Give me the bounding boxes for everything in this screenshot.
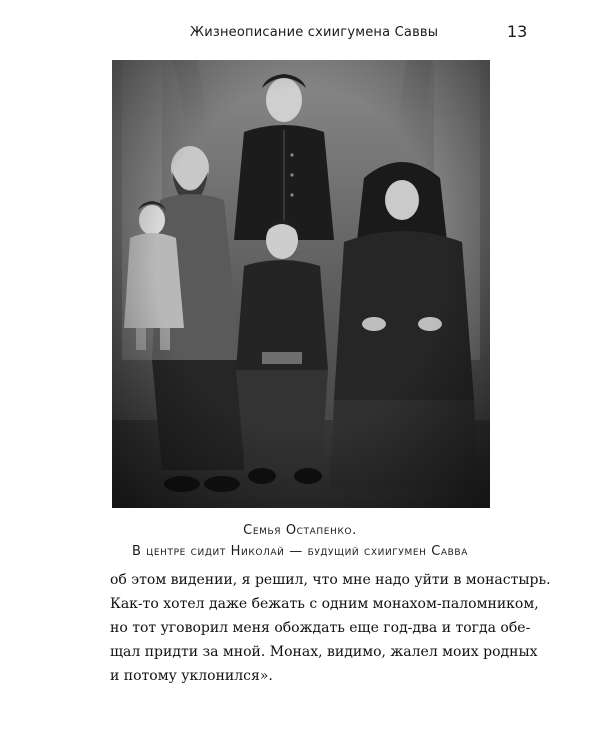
running-title: Жизнеописание схиигумена Саввы xyxy=(190,25,439,40)
running-header xyxy=(0,22,600,46)
caption-line-1: Семья Остапенко. xyxy=(243,523,357,538)
body-line-2: Как-то хотел даже бежать с одним монахом-паломником, xyxy=(110,596,539,612)
page-number: 13 xyxy=(507,22,528,41)
body-line-3: но тот уговорил меня обождать еще год-два и тогда обе- xyxy=(110,620,531,636)
photo-caption xyxy=(0,520,600,562)
family-photograph xyxy=(112,60,490,508)
body-paragraph xyxy=(110,568,551,688)
body-line-1: об этом видении, я решил, что мне надо уйти в монастырь. xyxy=(110,572,551,588)
caption-line-2: В центре сидит Николай — будущий схиигумен Савва xyxy=(132,544,468,559)
body-line-4: щал придти за мной. Монах, видимо, жалел моих родных xyxy=(110,644,538,660)
family-photograph-illustration xyxy=(112,60,490,508)
body-line-5: и потому уклонился». xyxy=(110,668,273,684)
